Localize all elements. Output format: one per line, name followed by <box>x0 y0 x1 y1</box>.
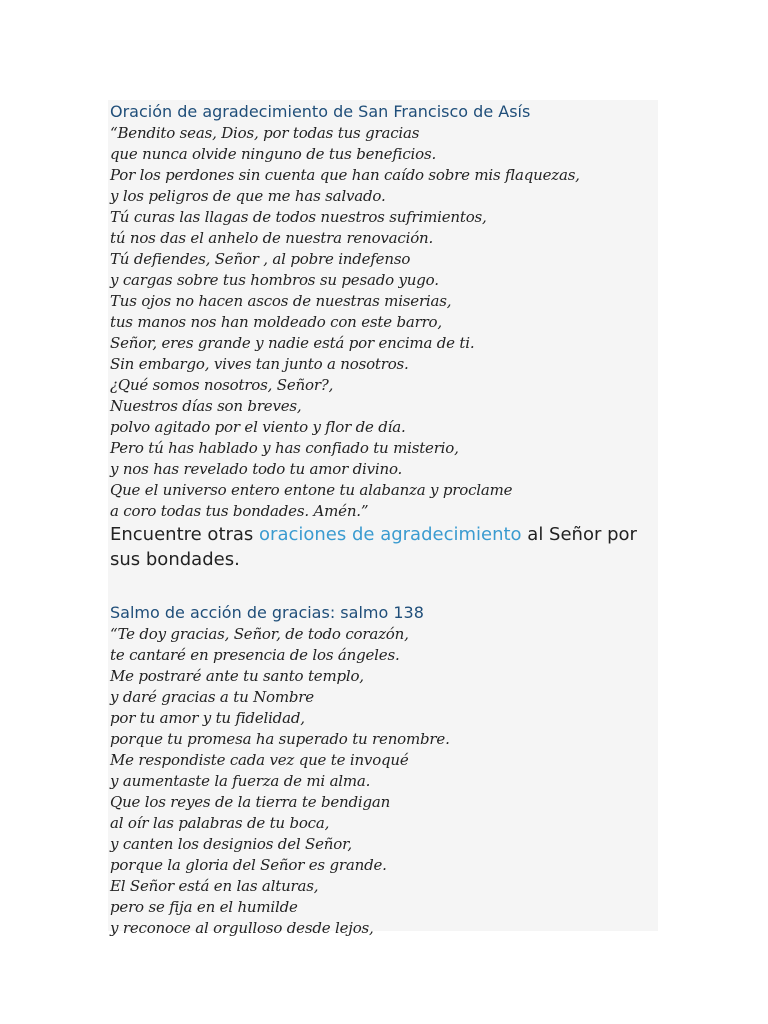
verse-line: “Bendito seas, Dios, por todas tus gracias <box>110 124 420 142</box>
verse-line: porque la gloria del Señor es grande. <box>110 856 387 874</box>
section-spacer <box>110 572 655 602</box>
verse-line: El Señor está en las alturas, <box>110 877 319 895</box>
verse-line: Que el universo entero entone tu alabanza y proclame <box>110 481 513 499</box>
verse-line: Nuestros días son breves, <box>110 397 302 415</box>
note-text-before: Encuentre otras <box>110 524 260 545</box>
note-text-after: al Señor por sus bondades. <box>110 524 637 570</box>
verse-line: polvo agitado por el viento y flor de día. <box>110 418 406 436</box>
verse-line: y aumentaste la fuerza de mi alma. <box>110 772 371 790</box>
psalm-title: Salmo de acción de gracias: salmo 138 <box>110 603 424 622</box>
related-prayers-note <box>110 522 655 572</box>
verse-line: y daré gracias a tu Nombre <box>110 688 314 706</box>
prayers-link[interactable]: oraciones de agradecimiento <box>259 524 522 545</box>
verse-line: y reconoce al orgulloso desde lejos, <box>110 919 374 937</box>
verse-line: al oír las palabras de tu boca, <box>110 814 330 832</box>
verse-line: por tu amor y tu fidelidad, <box>110 709 305 727</box>
verse-line: Sin embargo, vives tan junto a nosotros. <box>110 355 409 373</box>
verse-line: y los peligros de que me has salvado. <box>110 187 386 205</box>
verse-line: que nunca olvide ninguno de tus beneficios. <box>110 145 437 163</box>
verse-line: Que los reyes de la tierra te bendigan <box>110 793 391 811</box>
verse-line: Señor, eres grande y nadie está por encima de ti. <box>110 334 475 352</box>
verse-line: y canten los designios del Señor, <box>110 835 352 853</box>
psalm-verses <box>110 624 655 939</box>
verse-line: te cantaré en presencia de los ángeles. <box>110 646 400 664</box>
verse-line: ¿Qué somos nosotros, Señor?, <box>110 376 334 394</box>
verse-line: Me postraré ante tu santo templo, <box>110 667 364 685</box>
verse-line: y nos has revelado todo tu amor divino. <box>110 460 403 478</box>
verse-line: “Te doy gracias, Señor, de todo corazón, <box>110 625 409 643</box>
verse-line: Me respondiste cada vez que te invoqué <box>110 751 409 769</box>
prayer-verses <box>110 123 655 522</box>
verse-line: a coro todas tus bondades. Amén.” <box>110 502 369 520</box>
verse-line: tus manos nos han moldeado con este barro, <box>110 313 442 331</box>
verse-line: Tú curas las llagas de todos nuestros sufrimientos, <box>110 208 487 226</box>
verse-line: Por los perdones sin cuenta que han caído sobre mis flaquezas, <box>110 166 580 184</box>
verse-line: pero se fija en el humilde <box>110 898 298 916</box>
verse-line: Tus ojos no hacen ascos de nuestras miserias, <box>110 292 452 310</box>
verse-line: y cargas sobre tus hombros su pesado yugo. <box>110 271 439 289</box>
verse-line: tú nos das el anhelo de nuestra renovación. <box>110 229 434 247</box>
verse-line: Pero tú has hablado y has confiado tu misterio, <box>110 439 459 457</box>
prayer-title: Oración de agradecimiento de San Francisco de Asís <box>110 102 531 121</box>
document-content <box>110 101 655 939</box>
verse-line: Tú defiendes, Señor , al pobre indefenso <box>110 250 411 268</box>
verse-line: porque tu promesa ha superado tu renombre. <box>110 730 450 748</box>
